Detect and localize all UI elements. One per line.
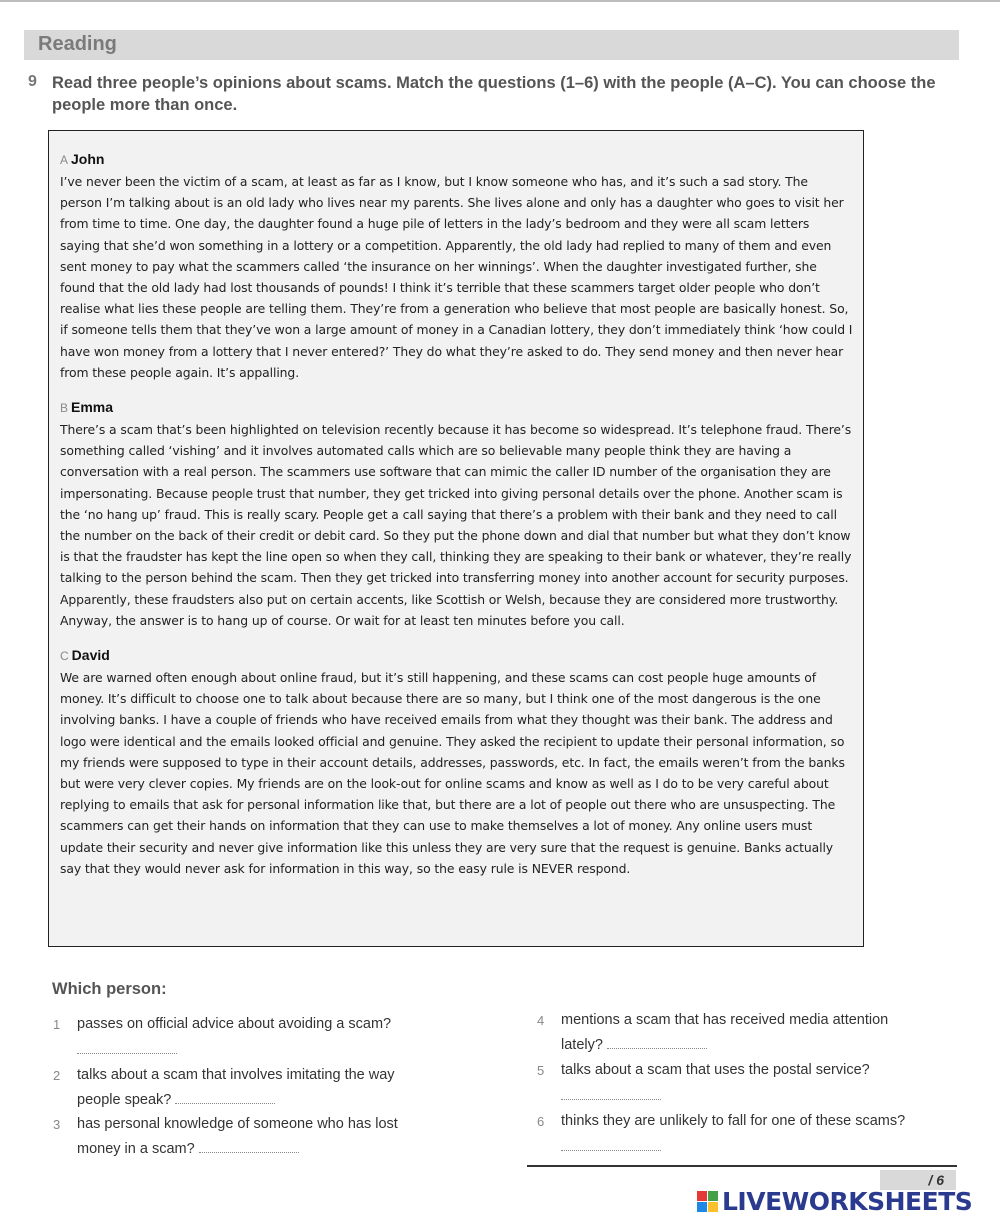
- question-2: [53, 1063, 497, 1113]
- logo-square: [708, 1191, 718, 1201]
- question-number: 6: [537, 1114, 545, 1129]
- top-rule: [0, 0, 1000, 2]
- question-number: 1: [53, 1017, 61, 1032]
- question-number: 5: [537, 1063, 545, 1078]
- passage-letter: C: [60, 649, 69, 664]
- passage-header: [60, 149, 853, 170]
- passage-letter: A: [60, 153, 69, 167]
- liveworksheets-logo: [697, 1186, 972, 1216]
- exercise-number: 9: [28, 73, 37, 90]
- passage-b: [60, 397, 853, 631]
- question-1: [53, 1012, 497, 1054]
- logo-mark-icon: [697, 1191, 718, 1212]
- answer-field-4[interactable]: [607, 1034, 707, 1049]
- answer-field-1[interactable]: [77, 1037, 177, 1054]
- question-number: 4: [537, 1013, 545, 1028]
- passage-header: [60, 645, 853, 666]
- question-text: talks about a scam that involves imitating the way: [77, 1067, 395, 1083]
- question-text-continued: lately?: [561, 1037, 603, 1053]
- section-title: Reading: [24, 30, 959, 60]
- logo-square: [708, 1202, 718, 1212]
- answer-field-5[interactable]: [561, 1083, 661, 1100]
- question-5: [537, 1058, 961, 1100]
- reading-text-box: [48, 130, 864, 947]
- passage-c: [60, 645, 853, 879]
- question-3: [53, 1112, 497, 1162]
- question-text-continued: people speak?: [77, 1092, 172, 1108]
- question-text: talks about a scam that uses the postal service?: [561, 1062, 870, 1078]
- passage-author: David: [71, 647, 110, 664]
- answer-field-2[interactable]: [175, 1089, 275, 1104]
- question-number: 2: [53, 1068, 61, 1083]
- score-rule: [527, 1165, 957, 1167]
- logo-text: LIVEWORKSHEETS: [722, 1186, 973, 1216]
- question-text: passes on official advice about avoiding a scam?: [77, 1016, 392, 1032]
- question-4: [537, 1008, 961, 1058]
- answer-field-6[interactable]: [561, 1134, 661, 1151]
- question-text: mentions a scam that has received media attention: [561, 1012, 889, 1028]
- passage-letter: B: [60, 401, 69, 416]
- questions-heading: Which person:: [52, 980, 167, 998]
- question-6: [537, 1109, 971, 1151]
- question-text: thinks they are unlikely to fall for one of these scams?: [561, 1113, 906, 1129]
- score-total: / 6: [880, 1170, 956, 1190]
- passage-author: Emma: [71, 399, 114, 416]
- logo-square: [697, 1191, 707, 1201]
- passage-text: There’s a scam that’s been highlighted on television recently because it has become so widespread. It’s telephone fraud. There’s something called ‘vishing’ and it involves automated calls which are so believable many people think they are having a conversation with a real person. The scammers use software that can mimic the caller ID number of the organisation they are impersonating. Because people trust that number, they get tricked into giving personal details over the phone. Another scam is the ‘no hang up’ fraud. This is really scary. People get a call saying that there’s a problem with their bank and they need to call the number on the back of their credit or debit card. So they put the phone down and dial that number but what they don’t know is that the fraudster has kept the line open so when they call, thinking they are speaking to their bank or whatever, they’re really talking to the person behind the scam. Then they get tricked into transferring money into another account for security purposes. Apparently, these fraudsters also put on certain accents, like Scottish or Welsh, because they are considered more trustworthy. Anyway, the answer is to hang up of course. Or wait for at least ten minutes before you call.: [60, 422, 852, 628]
- question-text: has personal knowledge of someone who has lost: [77, 1116, 398, 1132]
- passage-header: [60, 397, 853, 418]
- passage-text: We are warned often enough about online fraud, but it’s still happening, and these scams can cost people huge amounts of money. It’s difficult to choose one to talk about because there are so many, but I think one of the most dangerous is the one involving banks. I have a couple of friends who have received emails from what they thought was their bank. The address and logo were identical and the emails looked official and genuine. They asked the recipient to update their personal information, so my friends were supposed to type in their account details, addresses, passwords, etc. In fact, the emails weren’t from the banks but were very clever copies. My friends are on the look-out for online scams and know as well as I do to be very careful about replying to emails that ask for personal information like that, but there are a lot of people out there who are unsuspecting. The scammers can get their hands on information that they can use to make themselves a lot of money. Any online users must update their security and never give information like this unless they are very sure that the request is genuine. Banks actually say that they would never ask for information in this way, so the easy rule is NEVER respond.: [60, 670, 845, 876]
- question-text-continued: money in a scam?: [77, 1141, 195, 1157]
- question-number: 3: [53, 1117, 61, 1132]
- passage-author: John: [71, 151, 105, 167]
- passage-text: I’ve never been the victim of a scam, at least as far as I know, but I know someone who has, and it’s such a sad story. The person I’m talking about is an old lady who lives near my parents. She lives alone and only has a daughter who goes to visit her from time to time. One day, the daughter found a huge pile of letters in the lady’s bedroom and they were all scam letters saying that she’d won something in a lottery or a competition. Apparently, the old lady had replied to many of them and even sent money to pay what the scammers called ‘the insurance on her winnings’. When the daughter investigated further, she found that the old lady had lost thousands of pounds! I think it’s terrible that these scammers target older people who don’t realise what lies these people are telling them. They’re from a generation who believe that most people are basically honest. So, if someone tells them that they’ve won a large amount of money in a Canadian lottery, they don’t immediately think ‘how could I have won money from a lottery that I never entered?’ They do what they’re asked to do. They send money and then never hear from these people again. It’s appalling.: [60, 174, 853, 380]
- passage-a: [60, 149, 853, 383]
- answer-field-3[interactable]: [199, 1138, 299, 1153]
- logo-square: [697, 1202, 707, 1212]
- exercise-instructions: Read three people’s opinions about scams. Match the questions (1–6) with the people (A–C). You can choose the people more than once.: [52, 74, 936, 114]
